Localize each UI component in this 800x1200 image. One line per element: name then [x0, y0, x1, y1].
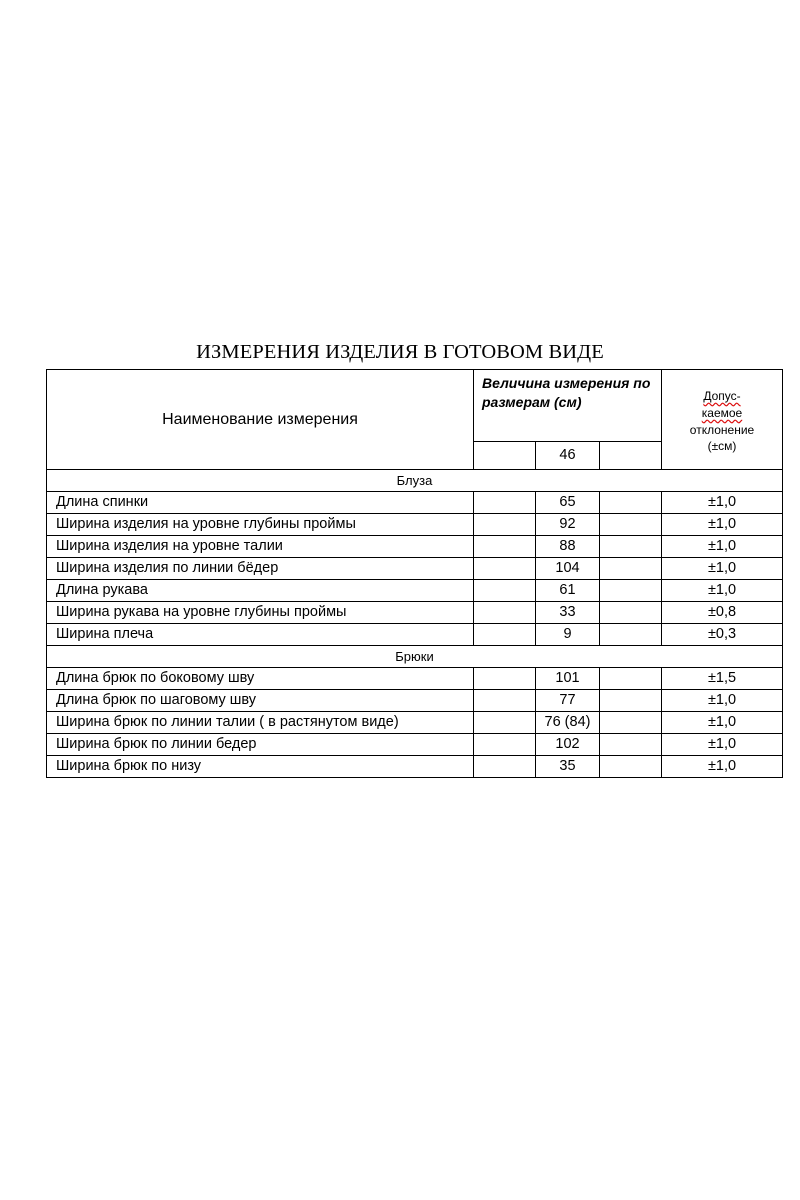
size-spacer-right-cell	[600, 514, 662, 536]
header-measurement-name: Наименование измерения	[47, 370, 474, 470]
size-spacer-right-cell	[600, 536, 662, 558]
tolerance-value: ±1,0	[662, 712, 783, 734]
measurement-value: 92	[536, 514, 600, 536]
measurement-value: 33	[536, 602, 600, 624]
tolerance-value: ±1,0	[662, 536, 783, 558]
header-size-line1: Величина измерения по	[482, 375, 651, 391]
table-row	[47, 558, 783, 580]
measurement-name: Длина рукава	[47, 580, 474, 602]
measurement-name: Длина брюк по боковому шву	[47, 668, 474, 690]
tolerance-value: ±0,3	[662, 624, 783, 646]
size-spacer-left	[474, 442, 536, 470]
section-title: Брюки	[47, 646, 783, 668]
table-row	[47, 536, 783, 558]
size-spacer-right-cell	[600, 734, 662, 756]
size-spacer-left-cell	[474, 734, 536, 756]
tolerance-value: ±1,0	[662, 580, 783, 602]
table-row	[47, 492, 783, 514]
tolerance-value: ±1,0	[662, 558, 783, 580]
size-spacer-right-cell	[600, 756, 662, 778]
header-tolerance	[662, 370, 783, 470]
size-spacer-right-cell	[600, 558, 662, 580]
table-row	[47, 624, 783, 646]
size-spacer-right-cell	[600, 668, 662, 690]
table-body	[47, 470, 783, 778]
size-spacer-right-cell	[600, 712, 662, 734]
size-column-label: 46	[536, 442, 600, 470]
header-tol-line4: (±см)	[707, 439, 737, 454]
section-title: Блуза	[47, 470, 783, 492]
measurements-table	[46, 369, 783, 778]
measurement-name: Ширина брюк по линии талии ( в растянутом виде)	[47, 712, 474, 734]
measurement-value: 61	[536, 580, 600, 602]
measurement-value: 76 (84)	[536, 712, 600, 734]
header-size-values	[474, 370, 662, 442]
table-row	[47, 690, 783, 712]
size-spacer-left-cell	[474, 602, 536, 624]
document-title: ИЗМЕРЕНИЯ ИЗДЕЛИЯ В ГОТОВОМ ВИДЕ	[196, 341, 604, 363]
measurement-value: 104	[536, 558, 600, 580]
measurement-value: 9	[536, 624, 600, 646]
measurement-name: Ширина изделия по линии бёдер	[47, 558, 474, 580]
measurement-name: Ширина брюк по линии бедер	[47, 734, 474, 756]
size-spacer-right-cell	[600, 624, 662, 646]
measurement-value: 65	[536, 492, 600, 514]
tolerance-value: ±1,0	[662, 734, 783, 756]
measurement-name: Ширина рукава на уровне глубины проймы	[47, 602, 474, 624]
size-spacer-left-cell	[474, 514, 536, 536]
tolerance-value: ±1,0	[662, 690, 783, 712]
header-tol-line2: каемое	[701, 405, 743, 420]
table-row	[47, 756, 783, 778]
size-spacer-right-cell	[600, 580, 662, 602]
table-row	[47, 602, 783, 624]
header-tol-line1: Допус-	[703, 388, 741, 403]
table-row	[47, 734, 783, 756]
size-spacer-left-cell	[474, 624, 536, 646]
measurement-name: Ширина изделия на уровне талии	[47, 536, 474, 558]
size-spacer-right-cell	[600, 690, 662, 712]
measurement-value: 102	[536, 734, 600, 756]
size-spacer-left-cell	[474, 712, 536, 734]
measurement-name: Ширина брюк по низу	[47, 756, 474, 778]
table-row	[47, 580, 783, 602]
size-spacer-left-cell	[474, 536, 536, 558]
section-row	[47, 646, 783, 668]
table-row	[47, 712, 783, 734]
measurement-value: 77	[536, 690, 600, 712]
section-row	[47, 470, 783, 492]
header-size-line2: размерам (см)	[482, 393, 582, 410]
measurement-value: 35	[536, 756, 600, 778]
size-spacer-left-cell	[474, 558, 536, 580]
table-row	[47, 668, 783, 690]
size-spacer-right-cell	[600, 602, 662, 624]
header-tol-line3: отклонение	[689, 422, 755, 437]
measurement-name: Ширина изделия на уровне глубины проймы	[47, 514, 474, 536]
size-spacer-left-cell	[474, 580, 536, 602]
size-spacer-left-cell	[474, 492, 536, 514]
size-spacer-right-cell	[600, 492, 662, 514]
table-row	[47, 514, 783, 536]
size-spacer-right	[600, 442, 662, 470]
measurement-name: Длина спинки	[47, 492, 474, 514]
measurement-value: 88	[536, 536, 600, 558]
size-spacer-left-cell	[474, 756, 536, 778]
tolerance-value: ±0,8	[662, 602, 783, 624]
measurement-value: 101	[536, 668, 600, 690]
tolerance-value: ±1,5	[662, 668, 783, 690]
tolerance-value: ±1,0	[662, 514, 783, 536]
measurement-name: Ширина плеча	[47, 624, 474, 646]
tolerance-value: ±1,0	[662, 756, 783, 778]
size-spacer-left-cell	[474, 690, 536, 712]
tolerance-value: ±1,0	[662, 492, 783, 514]
size-spacer-left-cell	[474, 668, 536, 690]
measurement-name: Длина брюк по шаговому шву	[47, 690, 474, 712]
